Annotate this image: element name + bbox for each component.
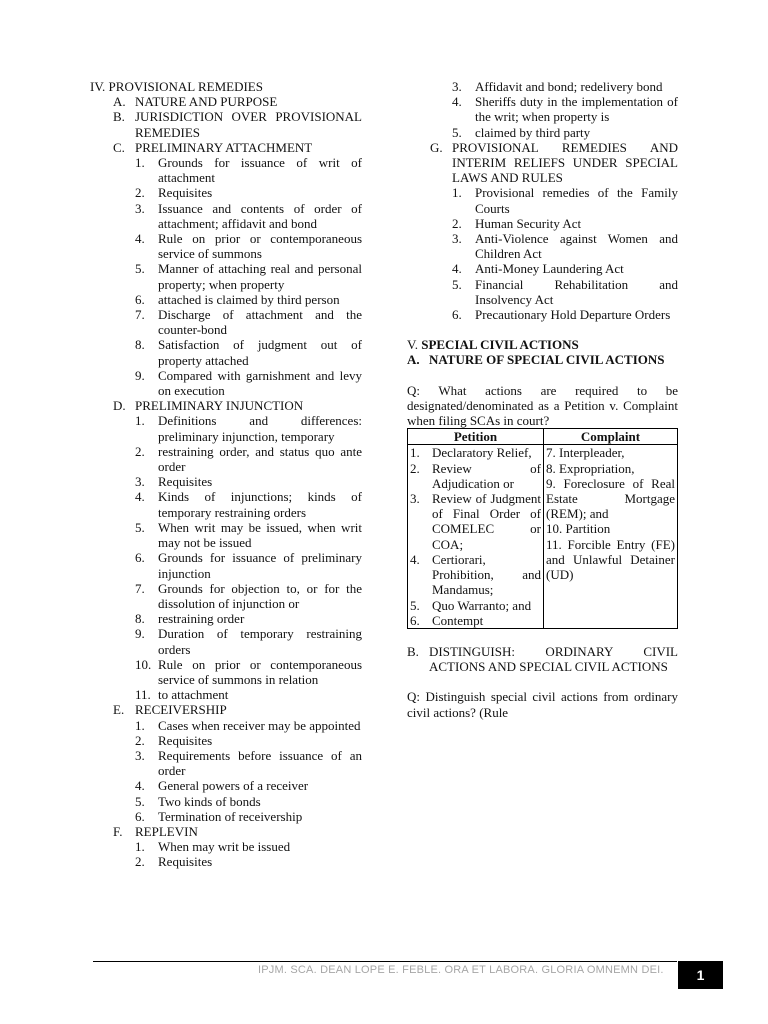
petition-item (410, 461, 541, 491)
item-text: Satisfaction of judgment out of property attached (158, 337, 362, 368)
item-text: Rule on prior or contemporaneous service of summons in relation (158, 656, 362, 687)
item-number: 2. (452, 215, 462, 231)
subsection-title: PRELIMINARY ATTACHMENT (135, 139, 313, 155)
item-text: Requisites (158, 854, 213, 870)
list-item (135, 687, 362, 702)
petition-item-text: Certiorari, Prohibition, and Mandamus; (432, 551, 541, 598)
list-item (135, 292, 362, 307)
right-column (407, 79, 678, 720)
petition-complaint-table (407, 428, 678, 629)
subsection-letter: G. (430, 139, 443, 155)
list-item (135, 489, 362, 519)
subsection-v-b (407, 644, 678, 674)
list-item (135, 520, 362, 550)
subsection-title: JURISDICTION OVER PROVISIONAL REMEDIES (135, 109, 362, 140)
list-item (135, 201, 362, 231)
item-number: 3. (135, 747, 145, 763)
list-item (135, 778, 362, 793)
petition-item-number: 2. (410, 460, 420, 476)
subsection-title: RECEIVERSHIP (135, 702, 227, 718)
list-item (452, 79, 678, 94)
item-number: 5. (452, 276, 462, 292)
list-item (135, 733, 362, 748)
item-number: 1. (135, 155, 145, 171)
item-text: Definitions and differences: preliminary injunction, temporary (158, 413, 362, 444)
list-item (135, 581, 362, 611)
header-complaint: Complaint (544, 429, 678, 445)
item-text: attached is claimed by third person (158, 291, 340, 307)
list-item (135, 718, 362, 733)
item-text: Issuance and contents of order of attachment; affidavit and bond (158, 200, 362, 231)
petition-cell (408, 445, 544, 628)
section-v (407, 337, 678, 367)
petition-item-text: Contempt (432, 612, 484, 628)
item-number: 9. (135, 367, 145, 383)
item-number: 6. (135, 550, 145, 566)
list-item (135, 626, 362, 656)
list-replevin-part2 (407, 79, 678, 140)
petition-item-text: Review of Judgment of Final Order of COMELEC or COA; (432, 491, 541, 552)
subsection-letter: F. (113, 823, 123, 839)
item-text: Precautionary Hold Departure Orders (475, 307, 671, 323)
list-item (135, 307, 362, 337)
list-item (452, 231, 678, 261)
list-item (135, 611, 362, 626)
complaint-item: 11. Forcible Entry (FE) and Unlawful Detainer (UD) (546, 536, 675, 583)
item-text: General powers of a receiver (158, 778, 309, 794)
item-text: Requisites (158, 732, 213, 748)
list-preliminary-attachment (90, 155, 362, 398)
item-text: Cases when receiver may be appointed (158, 717, 361, 733)
question-petition-complaint: Q: What actions are required to be designated/denominated as a Petition v. Complaint when filing SCAs in court? (407, 382, 678, 429)
item-text: restraining order, and status quo ante order (158, 443, 362, 475)
section-v-title (407, 337, 678, 352)
item-number: 11. (135, 687, 151, 703)
subsection-title: REPLEVIN (135, 823, 198, 839)
complaint-list (546, 445, 675, 582)
item-text: Affidavit and bond; redelivery bond (475, 79, 663, 94)
complaint-item: 8. Expropriation, (546, 460, 635, 476)
complaint-item: 9. Foreclosure of Real Estate Mortgage (REM); and (546, 475, 675, 522)
list-item (135, 839, 362, 854)
item-text: Requisites (158, 185, 213, 201)
petition-item (410, 445, 541, 460)
petition-item-text: Review of Adjudication or (432, 460, 541, 491)
petition-item-number: 3. (410, 491, 420, 507)
item-text: Grounds for issuance of preliminary injunction (158, 550, 362, 581)
subsection-title: PRELIMINARY INJUNCTION (135, 398, 304, 414)
item-number: 1. (135, 839, 145, 855)
list-item (135, 413, 362, 443)
item-text: Compared with garnishment and levy on execution (158, 367, 362, 399)
list-item (135, 368, 362, 398)
section-v-heading: SPECIAL CIVIL ACTIONS (421, 337, 579, 353)
list-item (452, 261, 678, 276)
complaint-cell (544, 445, 678, 628)
petition-item (410, 613, 541, 628)
petition-item (410, 552, 541, 598)
item-number: 3. (452, 231, 462, 247)
complaint-item: 10. Partition (546, 521, 611, 537)
petition-item-text: Declaratory Relief, (432, 445, 532, 461)
list-item (452, 277, 678, 307)
item-number: 5. (135, 519, 145, 535)
item-text: Human Security Act (475, 215, 582, 231)
item-text: to attachment (158, 687, 229, 703)
list-item (135, 809, 362, 824)
item-number: 4. (135, 778, 145, 794)
item-text: Requirements before issuance of an order (158, 747, 362, 779)
item-text: restraining order (158, 611, 245, 627)
item-number: 3. (135, 474, 145, 490)
item-text: Grounds for objection to, or for the dissolution of injunction or (158, 580, 362, 611)
item-text: When writ may be issued, when writ may not be issued (158, 519, 362, 551)
item-number: 4. (452, 94, 462, 110)
subsection-letter: C. (113, 139, 125, 155)
complaint-item: 7. Interpleader, (546, 445, 625, 461)
list-item (452, 125, 678, 140)
list-item (135, 155, 362, 185)
item-number: 2. (135, 185, 145, 201)
petition-item-number: 6. (410, 612, 420, 628)
item-number: 3. (135, 200, 145, 216)
item-number: 4. (135, 489, 145, 505)
item-text: Financial Rehabilitation and Insolvency Act (475, 276, 678, 307)
item-number: 2. (135, 732, 145, 748)
item-number: 6. (135, 808, 145, 824)
item-number: 6. (452, 307, 462, 323)
subsection-a (113, 94, 362, 109)
list-item (135, 657, 362, 687)
item-text: Termination of receivership (158, 808, 303, 824)
list-item (452, 216, 678, 231)
subsection-letter: A. (113, 94, 126, 110)
item-number: 3. (452, 79, 462, 94)
subsection-v-a (407, 352, 678, 367)
item-number: 2. (135, 854, 145, 870)
petition-item-number: 4. (410, 551, 420, 567)
list-receivership (90, 718, 362, 824)
subsection-letter: B. (113, 109, 125, 125)
subsection-title: DISTINGUISH: ORDINARY CIVIL ACTIONS AND SPECIAL CIVIL ACTIONS (429, 643, 678, 675)
petition-item-text: Quo Warranto; and (432, 597, 532, 613)
section-v-prefix: V. (407, 337, 418, 353)
header-petition: Petition (408, 429, 544, 445)
list-item (135, 854, 362, 869)
list-item (135, 231, 362, 261)
item-number: 7. (135, 307, 145, 323)
petition-item-number: 1. (410, 445, 420, 461)
subsection-title: PROVISIONAL REMEDIES AND INTERIM RELIEFS UNDER SPECIAL LAWS AND RULES (452, 139, 678, 186)
item-number: 1. (135, 413, 145, 429)
item-number: 5. (135, 793, 145, 809)
item-number: 1. (135, 717, 145, 733)
subsection-letter: B. (407, 643, 419, 659)
item-text: Discharge of attachment and the counter-bond (158, 307, 362, 338)
item-number: 8. (135, 611, 145, 627)
footer-divider (93, 961, 677, 962)
item-number: 7. (135, 580, 145, 596)
list-item (452, 185, 678, 215)
subsection-b (113, 109, 362, 139)
list-item (135, 444, 362, 474)
list-special-laws (407, 185, 678, 322)
subsection-c (113, 140, 362, 155)
item-number: 9. (135, 626, 145, 642)
item-text: claimed by third party (475, 124, 591, 140)
item-number: 6. (135, 291, 145, 307)
item-number: 2. (135, 443, 145, 459)
item-number: 4. (135, 231, 145, 247)
item-text: Provisional remedies of the Family Courts (475, 185, 678, 216)
petition-item-number: 5. (410, 597, 420, 613)
section-iv-title: IV. PROVISIONAL REMEDIES (90, 79, 263, 94)
table-row (408, 445, 678, 628)
list-item (452, 94, 678, 124)
item-text: Sheriffs duty in the implementation of the writ; when property is (475, 94, 678, 125)
list-item (135, 261, 362, 291)
item-text: Rule on prior or contemporaneous service of summons (158, 231, 362, 262)
list-item (135, 185, 362, 200)
left-column (90, 79, 362, 870)
item-text: Anti-Money Laundering Act (475, 261, 624, 277)
item-number: 10. (135, 656, 152, 672)
page-number: 1 (678, 961, 723, 989)
list-item (452, 307, 678, 322)
petition-item (410, 598, 541, 613)
petition-list (410, 445, 541, 627)
subsection-letter: E. (113, 702, 125, 718)
list-preliminary-injunction (90, 413, 362, 702)
item-number: 5. (452, 124, 462, 140)
item-number: 5. (135, 261, 145, 277)
item-number: 4. (452, 261, 462, 277)
subsection-title: NATURE OF SPECIAL CIVIL ACTIONS (429, 352, 665, 368)
subsection-d (113, 398, 362, 413)
item-text: Kinds of injunctions; kinds of temporary restraining orders (158, 489, 362, 520)
subsection-f (113, 824, 362, 839)
subsection-letter: A. (407, 352, 420, 368)
item-text: Duration of temporary restraining orders (158, 626, 362, 657)
item-number: 8. (135, 337, 145, 353)
item-text: Manner of attaching real and personal property; when property (158, 261, 362, 292)
list-item (135, 748, 362, 778)
footer-text: IPJM. SCA. DEAN LOPE E. FEBLE. ORA ET LABORA. GLORIA OMNEMN DEI. (258, 964, 664, 976)
item-text: Two kinds of bonds (158, 793, 261, 809)
list-item (135, 550, 362, 580)
subsection-g (430, 140, 678, 186)
question-distinguish: Q: Distinguish special civil actions from ordinary civil actions? (Rule (407, 689, 678, 720)
item-text: Grounds for issuance of writ of attachment (158, 155, 362, 186)
list-item (135, 337, 362, 367)
list-item (135, 794, 362, 809)
item-number: 1. (452, 185, 462, 201)
list-item (135, 474, 362, 489)
table-header-row (408, 429, 678, 445)
list-replevin-part1 (90, 839, 362, 869)
petition-item (410, 491, 541, 552)
item-text: Anti-Violence against Women and Children Act (475, 231, 678, 262)
item-text: When may writ be issued (158, 839, 291, 855)
subsection-letter: D. (113, 398, 126, 414)
item-text: Requisites (158, 474, 213, 490)
subsection-e (113, 702, 362, 717)
subsection-title: NATURE AND PURPOSE (135, 94, 278, 110)
